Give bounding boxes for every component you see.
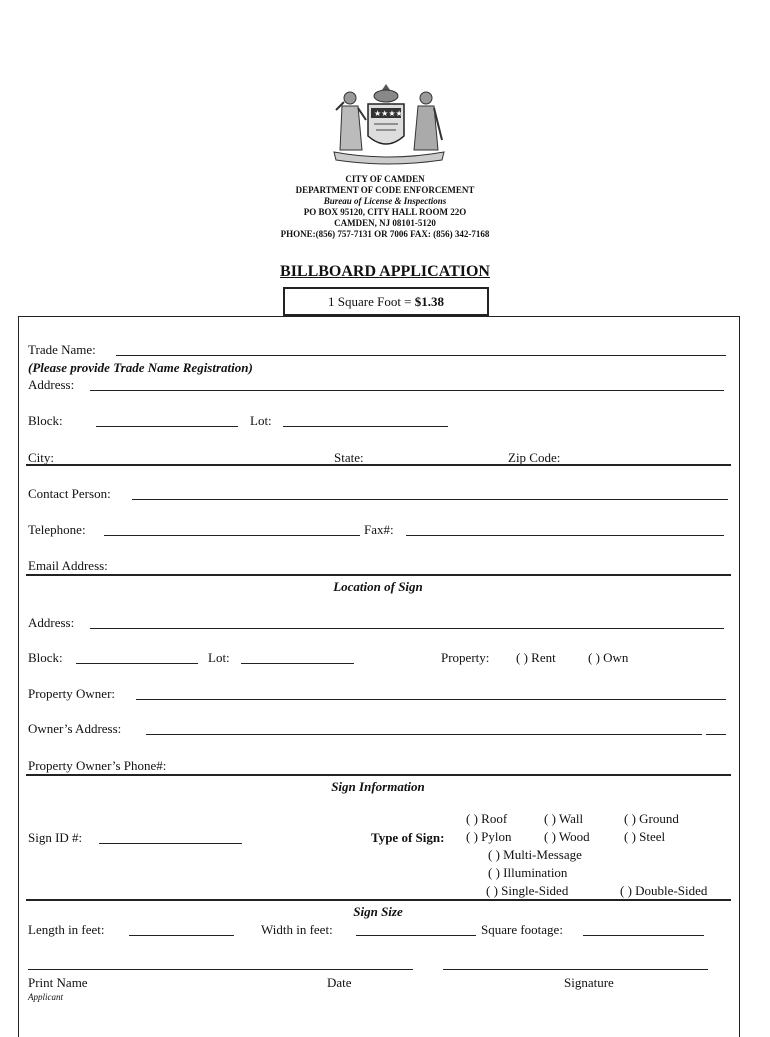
type-of-sign-label: Type of Sign: <box>371 830 445 845</box>
state-label: State: <box>334 450 364 465</box>
city-state-zip: CAMDEN, NJ 08101-5120 <box>334 218 436 228</box>
block-field[interactable] <box>96 426 238 427</box>
ground-checkbox[interactable]: ( ) Ground <box>624 811 679 826</box>
owner-address-label: Owner’s Address: <box>28 721 122 736</box>
width-label: Width in feet: <box>261 922 333 937</box>
department-name: DEPARTMENT OF CODE ENFORCEMENT <box>295 185 475 195</box>
address-field[interactable] <box>90 390 724 391</box>
zip-label: Zip Code: <box>508 450 561 465</box>
rate-amount: $1.38 <box>414 294 445 309</box>
property-owner-field[interactable] <box>136 699 726 700</box>
rate-box <box>283 287 489 316</box>
telephone-label: Telephone: <box>28 522 86 537</box>
telephone-field[interactable] <box>104 535 360 536</box>
double-sided-checkbox[interactable]: ( ) Double-Sided <box>620 883 708 898</box>
wall-checkbox[interactable]: ( ) Wall <box>544 811 584 826</box>
lot-field[interactable] <box>283 426 448 427</box>
wood-checkbox[interactable]: ( ) Wood <box>544 829 590 844</box>
length-field[interactable] <box>129 935 234 936</box>
page-title: BILLBOARD APPLICATION <box>280 263 490 280</box>
svg-text:★★★★: ★★★★ <box>374 109 403 118</box>
width-field[interactable] <box>356 935 476 936</box>
trade-name-field[interactable] <box>116 355 726 356</box>
divider <box>26 464 731 466</box>
phone-fax: PHONE:(856) 757-7131 OR 7006 FAX: (856) 342-7168 <box>280 229 490 239</box>
city-label: City: <box>28 450 55 465</box>
city-name: CITY OF CAMDEN <box>345 174 425 184</box>
rate-prefix: 1 Square Foot = <box>327 294 415 309</box>
applicant-caption: Applicant <box>28 992 63 1002</box>
rent-checkbox[interactable]: ( ) Rent <box>516 650 556 665</box>
single-sided-checkbox[interactable]: ( ) Single-Sided <box>486 883 569 898</box>
po-box: PO BOX 95120, CITY HALL ROOM 22O <box>303 207 467 217</box>
form-frame <box>18 316 740 1037</box>
divider <box>26 774 731 776</box>
steel-checkbox[interactable]: ( ) Steel <box>624 829 666 844</box>
roof-checkbox[interactable]: ( ) Roof <box>466 811 508 826</box>
location-block-field[interactable] <box>76 663 198 664</box>
fax-field[interactable] <box>406 535 724 536</box>
location-lot-field[interactable] <box>241 663 354 664</box>
address-label: Address: <box>28 377 75 392</box>
print-name-label: Print Name <box>28 975 88 990</box>
print-name-date-line[interactable] <box>28 969 413 970</box>
divider <box>26 899 731 901</box>
illumination-checkbox[interactable]: ( ) Illumination <box>488 865 568 880</box>
trade-name-label: Trade Name: <box>28 342 96 357</box>
bureau-name: Bureau of License & Inspections <box>323 196 447 206</box>
square-footage-field[interactable] <box>583 935 704 936</box>
multi-message-checkbox[interactable]: ( ) Multi-Message <box>488 847 582 862</box>
email-label: Email Address: <box>28 558 108 573</box>
location-block-label: Block: <box>28 650 63 665</box>
owner-address-field-end[interactable] <box>706 734 726 735</box>
square-footage-label: Square footage: <box>481 922 563 937</box>
date-label: Date <box>327 975 352 990</box>
contact-field[interactable] <box>132 499 728 500</box>
property-owner-label: Property Owner: <box>28 686 116 701</box>
location-heading: Location of Sign <box>333 579 423 594</box>
contact-label: Contact Person: <box>28 486 111 501</box>
sign-id-field[interactable] <box>99 843 242 844</box>
block-label: Block: <box>28 413 63 428</box>
own-checkbox[interactable]: ( ) Own <box>588 650 629 665</box>
sign-info-heading: Sign Information <box>331 779 425 794</box>
pylon-checkbox[interactable]: ( ) Pylon <box>466 829 512 844</box>
location-lot-label: Lot: <box>208 650 230 665</box>
sign-size-heading: Sign Size <box>353 904 403 919</box>
location-address-field[interactable] <box>90 628 724 629</box>
owner-phone-label: Property Owner’s Phone#: <box>28 758 167 773</box>
property-label: Property: <box>441 650 490 665</box>
location-address-label: Address: <box>28 615 75 630</box>
length-label: Length in feet: <box>28 922 105 937</box>
signature-label: Signature <box>564 975 614 990</box>
city-seal-icon <box>330 80 448 170</box>
signature-line[interactable] <box>443 969 708 970</box>
fax-label: Fax#: <box>364 522 394 537</box>
divider <box>26 574 731 576</box>
sign-id-label: Sign ID #: <box>28 830 83 845</box>
lot-label: Lot: <box>250 413 272 428</box>
trade-name-note: (Please provide Trade Name Registration) <box>28 360 253 375</box>
owner-address-field[interactable] <box>146 734 702 735</box>
